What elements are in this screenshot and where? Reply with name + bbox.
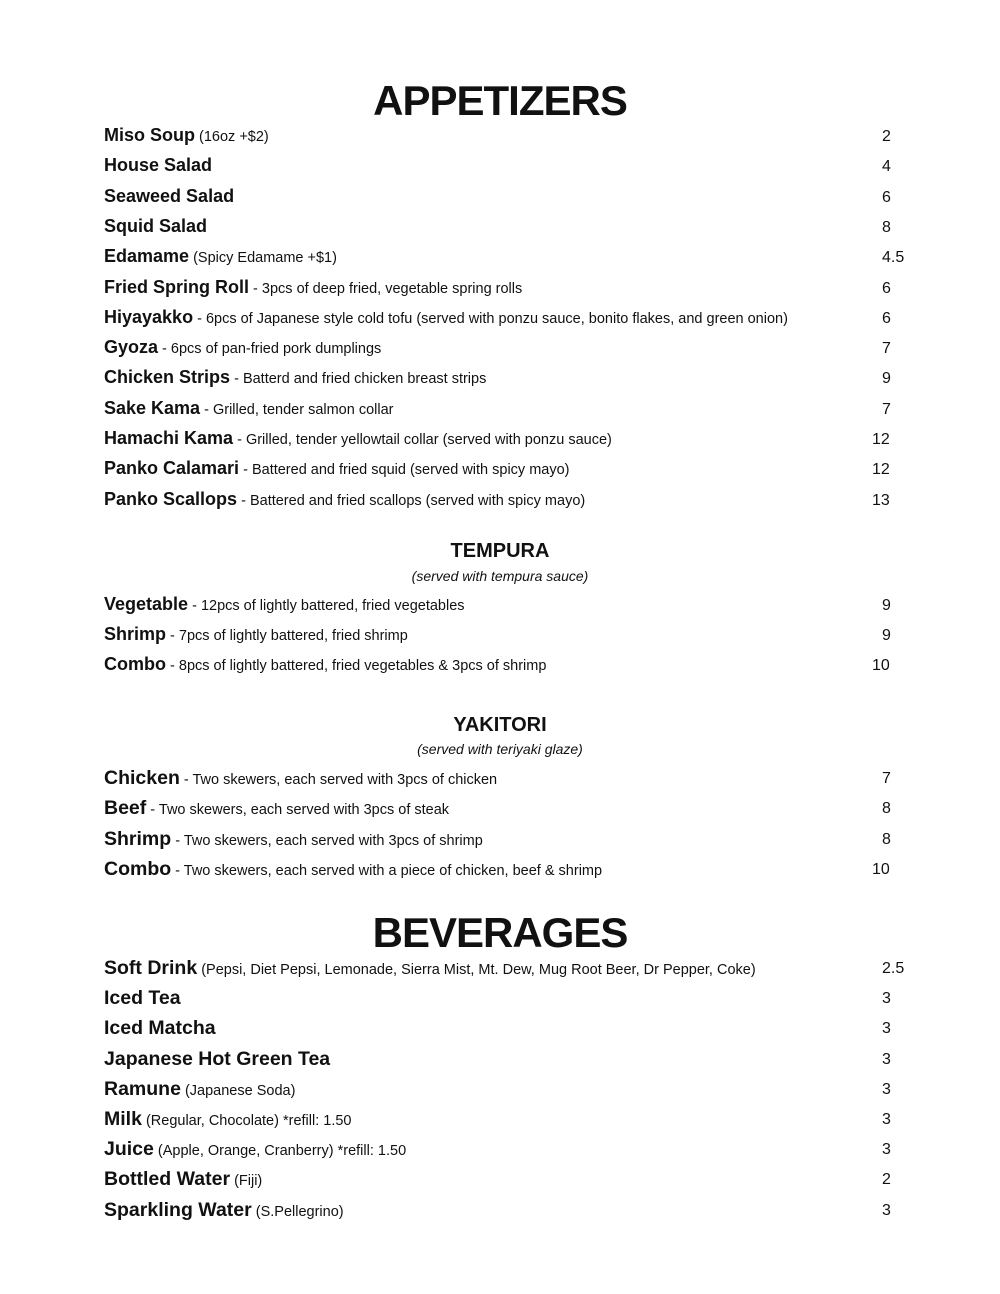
menu-item	[104, 277, 914, 301]
menu-item	[104, 307, 914, 331]
item-name: Shrimp	[104, 624, 167, 645]
item-price: 13	[872, 491, 890, 509]
item-name: Chicken	[104, 767, 180, 789]
item-separator: -	[171, 862, 184, 879]
menu-item	[104, 489, 914, 513]
item-description: 3pcs of deep fried, vegetable spring rolls	[261, 280, 523, 297]
item-name: Vegetable	[104, 594, 189, 614]
menu-item	[104, 367, 914, 391]
menu-item	[104, 594, 914, 618]
item-separator: -	[188, 598, 201, 614]
item-name: Ramune	[104, 1077, 181, 1100]
item-description: 6pcs of pan-fried pork dumplings	[170, 341, 382, 358]
item-price: 7	[882, 400, 891, 418]
item-name: Seaweed Salad	[104, 185, 235, 206]
menu-item	[104, 155, 914, 179]
item-separator: -	[200, 401, 213, 418]
item-description: 6pcs of Japanese style cold tofu (served with ponzu sauce, bonito flakes, and green onion)	[205, 310, 788, 327]
item-price: 7	[882, 340, 891, 358]
item-name: Combo	[104, 654, 166, 675]
item-price: 7	[882, 770, 891, 787]
menu-item	[104, 1168, 914, 1192]
item-separator: -	[158, 341, 171, 358]
item-price: 4.5	[882, 249, 905, 267]
menu-item	[104, 337, 914, 361]
item-separator: -	[146, 802, 159, 819]
menu-item	[104, 1017, 914, 1041]
menu-item	[104, 125, 914, 149]
item-separator: -	[171, 832, 184, 849]
item-price: 8	[882, 800, 891, 818]
item-price: 6	[882, 279, 891, 297]
menu-item	[104, 828, 914, 852]
item-separator: -	[179, 772, 193, 788]
item-price: 12	[872, 461, 890, 479]
item-separator: -	[230, 371, 243, 388]
item-name: Fried Spring Roll	[104, 276, 250, 297]
yakitori-note: (served with teriyaki glaze)	[417, 741, 583, 757]
item-name: Combo	[104, 857, 172, 880]
menu-item	[104, 398, 914, 422]
item-price: 6	[882, 188, 891, 206]
item-description: 8pcs of lightly battered, fried vegetables & 3pcs of shrimp	[178, 658, 547, 675]
item-description: Grilled, tender yellowtail collar (served with ponzu sauce)	[245, 432, 612, 448]
menu-item	[104, 654, 914, 678]
menu-item	[104, 216, 914, 240]
menu-item	[104, 1108, 914, 1132]
yakitori-heading: YAKITORI	[453, 714, 547, 736]
item-price: 3	[882, 990, 891, 1008]
item-description: 7pcs of lightly battered, fried shrimp	[178, 628, 408, 645]
item-name: Beef	[104, 797, 147, 820]
item-name: Edamame	[104, 246, 190, 267]
item-separator: -	[233, 432, 246, 448]
menu-item	[104, 957, 914, 981]
item-description: Battered and fried squid (served with spicy mayo)	[251, 462, 570, 479]
item-price: 3	[882, 1201, 891, 1219]
menu-item	[104, 1078, 914, 1102]
item-name: Soft Drink	[104, 957, 198, 979]
tempura-note: (served with tempura sauce)	[411, 568, 589, 584]
item-name: Sake Kama	[104, 397, 201, 418]
item-price: 2	[882, 128, 891, 145]
item-price: 9	[882, 627, 891, 645]
item-price: 2	[882, 1171, 891, 1189]
item-price: 10	[872, 860, 890, 878]
item-description: (Fiji)	[234, 1173, 263, 1190]
item-price: 9	[882, 370, 891, 388]
item-name: Hamachi Kama	[104, 428, 234, 448]
item-name: House Salad	[104, 155, 213, 176]
item-price: 10	[872, 657, 890, 675]
item-separator: -	[166, 658, 179, 675]
item-price: 2.5	[882, 960, 905, 977]
menu-item	[104, 624, 914, 648]
item-description: Two skewers, each served with a piece of chicken, beef & shrimp	[183, 862, 603, 879]
item-price: 3	[882, 1020, 891, 1038]
item-name: Shrimp	[104, 827, 172, 850]
item-name: Iced Matcha	[104, 1017, 216, 1040]
item-separator: -	[239, 462, 252, 479]
item-price: 12	[872, 431, 890, 448]
menu-item	[104, 987, 914, 1011]
item-separator: -	[249, 280, 262, 297]
item-description: (Apple, Orange, Cranberry) *refill: 1.50	[157, 1143, 407, 1160]
item-description: (Spicy Edamame +$1)	[193, 250, 337, 267]
menu-item	[104, 246, 914, 270]
item-description: Batterd and fried chicken breast strips	[242, 371, 487, 388]
item-name: Milk	[104, 1108, 142, 1130]
item-description: (Japanese Soda)	[184, 1082, 296, 1099]
item-name: Gyoza	[104, 337, 159, 358]
item-price: 4	[882, 158, 891, 176]
item-price: 6	[882, 309, 891, 327]
item-name: Iced Tea	[104, 987, 181, 1010]
item-price: 8	[882, 218, 891, 236]
item-separator: -	[237, 492, 250, 509]
menu-item	[104, 1048, 914, 1072]
menu-item	[104, 186, 914, 210]
item-description: Grilled, tender salmon collar	[212, 401, 394, 418]
beverages-heading: BEVERAGES	[372, 909, 628, 956]
item-separator: -	[193, 310, 206, 327]
item-price: 3	[882, 1141, 891, 1159]
item-description: (Pepsi, Diet Pepsi, Lemonade, Sierra Mist, Mt. Dew, Mug Root Beer, Dr Pepper, Coke)	[201, 962, 756, 978]
item-description: (16oz +$2)	[199, 129, 269, 145]
appetizers-heading: APPETIZERS	[373, 77, 627, 124]
item-description: Battered and fried scallops (served with spicy mayo)	[249, 492, 586, 509]
item-description: Two skewers, each served with 3pcs of steak	[158, 802, 450, 819]
item-name: Panko Calamari	[104, 458, 240, 479]
item-price: 3	[882, 1050, 891, 1068]
tempura-heading: TEMPURA	[450, 540, 550, 562]
item-price: 9	[882, 597, 891, 614]
menu-item	[104, 428, 914, 452]
item-name: Miso Soup	[104, 125, 195, 145]
menu-item	[104, 1138, 914, 1162]
item-name: Bottled Water	[104, 1168, 231, 1191]
item-description: Two skewers, each served with 3pcs of chicken	[192, 772, 498, 788]
item-description: Two skewers, each served with 3pcs of shrimp	[183, 832, 483, 849]
item-description: 12pcs of lightly battered, fried vegetables	[200, 598, 465, 614]
item-description: (S.Pellegrino)	[255, 1203, 344, 1220]
menu-item	[104, 458, 914, 482]
item-name: Juice	[104, 1138, 154, 1161]
item-price: 3	[882, 1080, 891, 1098]
item-price: 3	[882, 1111, 891, 1128]
item-description: (Regular, Chocolate) *refill: 1.50	[145, 1113, 352, 1129]
menu-item	[104, 767, 914, 791]
item-name: Squid Salad	[104, 215, 208, 236]
item-name: Hiyayakko	[104, 306, 194, 327]
item-name: Sparkling Water	[104, 1198, 252, 1221]
item-separator: -	[166, 628, 179, 645]
menu-item	[104, 858, 914, 882]
item-name: Chicken Strips	[104, 367, 231, 388]
item-name: Panko Scallops	[104, 488, 238, 509]
menu-item	[104, 797, 914, 821]
item-name: Japanese Hot Green Tea	[104, 1047, 331, 1070]
menu-item	[104, 1199, 914, 1223]
item-price: 8	[882, 830, 891, 848]
